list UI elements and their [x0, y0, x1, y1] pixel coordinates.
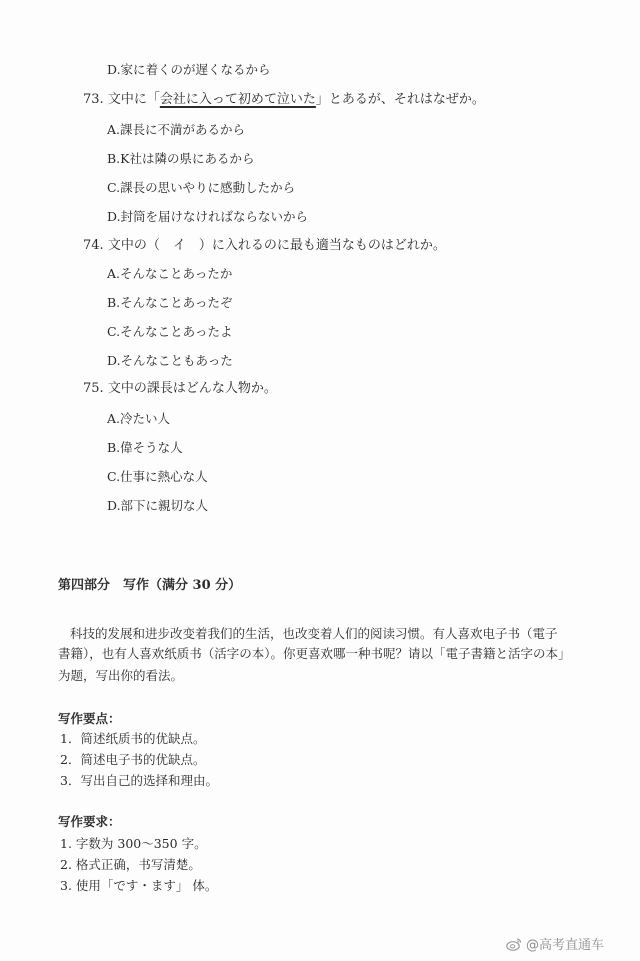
q73-prefix: 文中に「: [107, 92, 160, 107]
q73-suffix: 」とあるが、それはなぜか。: [315, 92, 485, 107]
q73-option-d: D.封筒を届けなければならないから: [107, 209, 309, 224]
prompt-line-2: 書籍），也有人喜欢纸质书（活字の本）。你更喜欢哪一种书呢？请以「電子書籍と活字の本」: [58, 646, 571, 661]
requirement-item-2: 2. 格式正确，书写清楚。: [60, 857, 201, 872]
q75-text: 文中の課長はどんな人物か。: [107, 381, 277, 396]
q74-option-a: A.そんなことあったか: [107, 266, 233, 281]
requirement-item-3: 3. 使用「です・ます」 体。: [60, 878, 218, 893]
q73-option-c: C.課長の思いやりに感動したから: [107, 180, 296, 195]
q74-option-b: B.そんなことあったぞ: [107, 295, 233, 310]
q74-text: 文中の（ イ ）に入れるのに最も適当なものはどれか。: [107, 238, 446, 253]
q73-option-b: B.K社は隣の県にあるから: [107, 151, 255, 166]
q75-option-c: C.仕事に熱心な人: [107, 469, 208, 484]
q73-question: [83, 92, 485, 108]
point-item-2: 2．简述电子书的优缺点。: [60, 752, 206, 767]
prompt-line-3: 为题，写出你的看法。: [58, 668, 184, 683]
q74-question: [83, 238, 446, 254]
q75-option-a: A.冷たい人: [107, 411, 171, 426]
q74-number: 74.: [83, 238, 104, 253]
watermark: [506, 934, 604, 953]
q74-option-d: D.そんなこともあった: [107, 353, 233, 368]
q72-option-d: D.家に着くのが遅くなるから: [107, 62, 271, 77]
prompt-line-1: 科技的发展和进步改变着我们的生活，也改变着人们的阅读习惯。有人喜欢电子书（電子: [70, 626, 558, 641]
q73-option-a: A.課長に不満があるから: [107, 122, 246, 137]
q75-question: [83, 381, 277, 397]
section-title: 第四部分 写作（满分 30 分）: [58, 578, 242, 593]
point-item-3: 3．写出自己的选择和理由。: [60, 773, 218, 788]
q73-underlined-phrase: 会社に入って初めて泣いた: [159, 92, 316, 107]
q74-option-c: C.そんなことあったよ: [107, 324, 233, 339]
q75-option-b: B.偉そうな人: [107, 440, 183, 455]
requirement-item-1: 1. 字数为 300～350 字。: [60, 836, 207, 851]
watermark-text: @高考直通车: [526, 938, 605, 953]
q73-number: 73.: [83, 92, 104, 107]
point-item-1: 1．简述纸质书的优缺点。: [60, 731, 206, 746]
q75-option-d: D.部下に親切な人: [107, 498, 209, 513]
points-title: 写作要点：: [58, 711, 121, 726]
weibo-icon: [506, 937, 522, 951]
requirements-title: 写作要求：: [58, 814, 121, 829]
q75-number: 75.: [83, 381, 104, 396]
